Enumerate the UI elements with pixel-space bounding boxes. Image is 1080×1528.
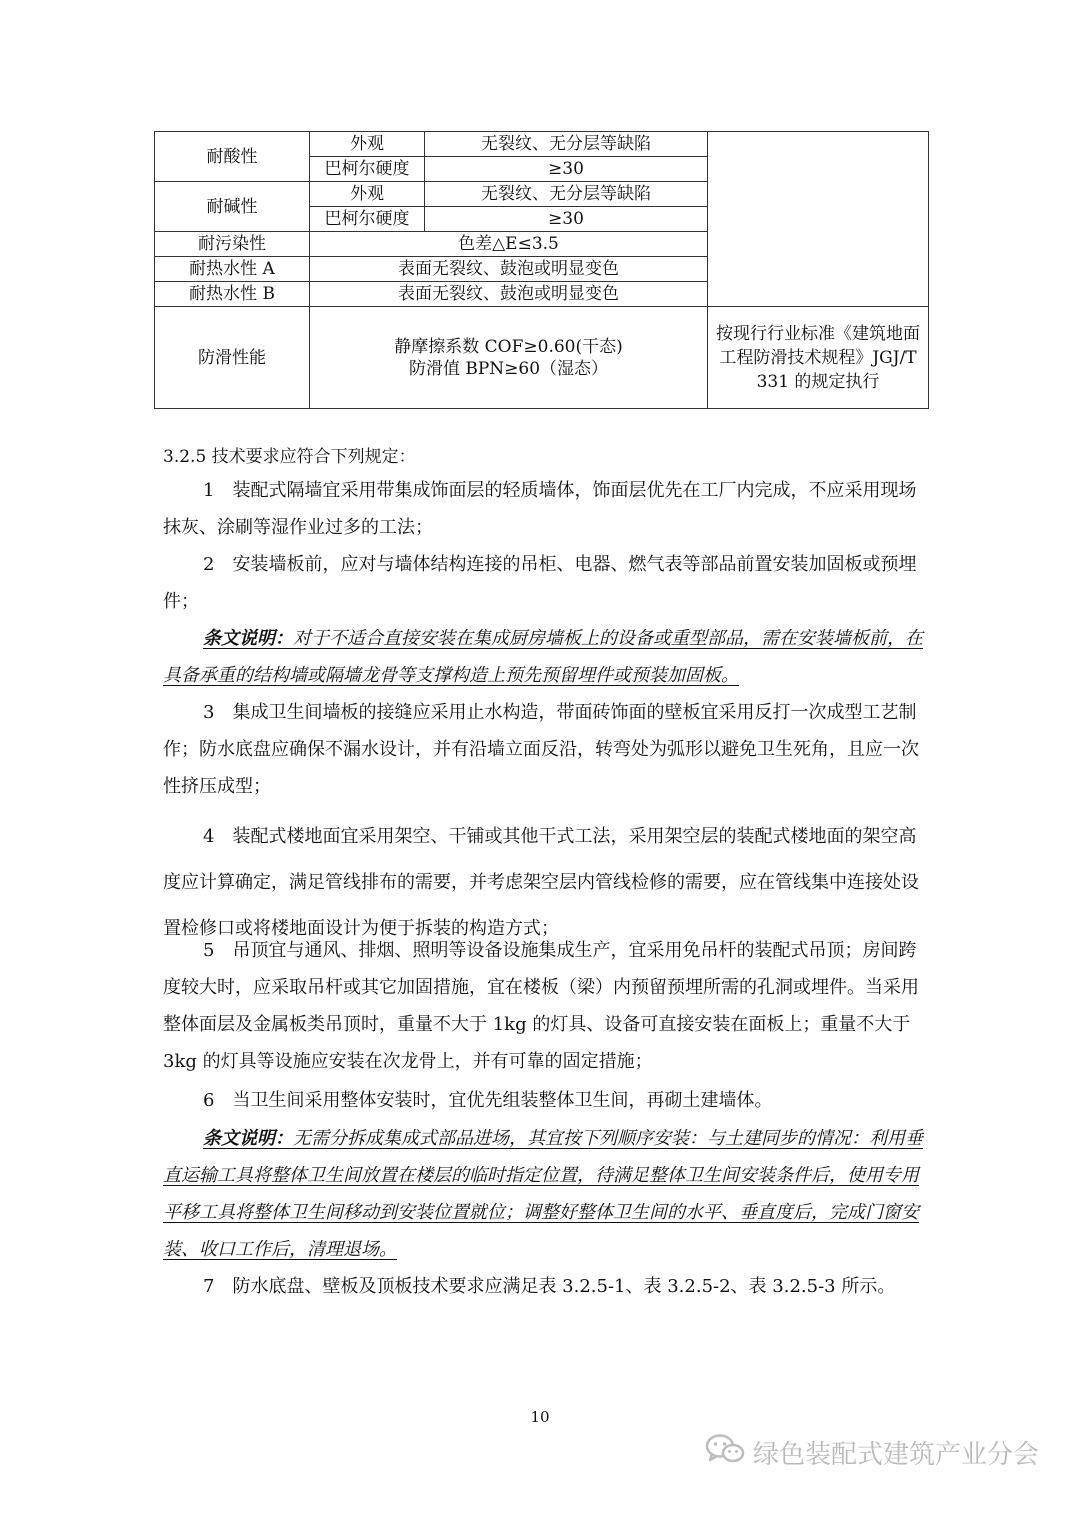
table-cell: 耐热水性 A (155, 257, 310, 282)
cell-line: 静摩擦系数 COF≥0.60(干态) (394, 336, 623, 357)
table-cell: 色差△E≤3.5 (310, 232, 708, 257)
table-cell: 耐热水性 B (155, 282, 310, 307)
table-cell: 表面无裂纹、鼓泡或明显变色 (310, 282, 708, 307)
table-cell: 防滑性能 (155, 307, 310, 409)
watermark-text: 绿色装配式建筑产业分会 (753, 1439, 1040, 1470)
wechat-icon (705, 1433, 745, 1472)
clause-item-1: 1 装配式隔墙宜采用带集成饰面层的轻质墙体，饰面层优先在工厂内完成，不应采用现场抹灰、涂刷等湿作业过多的工法； (163, 480, 917, 538)
table-cell: 外观 (310, 132, 425, 157)
table-row (155, 307, 929, 409)
clause-item-2: 2 安装墙板前，应对与墙体结构连接的吊柜、电器、燃气表等部品前置安装加固板或预埋件； (163, 554, 917, 612)
table-cell: 耐污染性 (155, 232, 310, 257)
table-cell: 外观 (310, 182, 425, 207)
clause-item-5: 5 吊顶宜与通风、排烟、照明等设备设施集成生产，宜采用免吊杆的装配式吊顶；房间跨度较大时，应采取吊杆或其它加固措施，宜在楼板（梁）内预留预埋所需的孔洞或埋件。当采用整体面层及金属板类吊顶时，重量不大于 1kg 的灯具、设备可直接安装在面板上；重量不大于 3kg 的灯具等设施应安装在次龙骨上，并有可靠的固定措施； (163, 940, 919, 1072)
table-cell: 巴柯尔硬度 (310, 207, 425, 232)
section-heading: 3.2.5 技术要求应符合下列规定： (163, 447, 416, 467)
explanation-text: 无需分拆成集成式部品进场，其宜按下列顺序安装：与土建同步的情况：利用垂直运输工具将整体卫生间放置在楼层的临时指定位置，待满足整体卫生间安装条件后，使用专用平移工具将整体卫生间移动到安装位置就位；调整好整体卫生间的水平、垂直度后，完成门窗安装、收口工作后，清理退场。 (163, 1128, 923, 1260)
spec-table (154, 131, 929, 409)
cell-line: 防滑值 BPN≥60（湿态） (408, 358, 609, 379)
table-cell: 耐碱性 (155, 182, 310, 232)
explanation-label: 条文说明： (203, 628, 293, 649)
page-number: 10 (530, 1408, 550, 1426)
table-cell: ≥30 (425, 207, 708, 232)
table-row (155, 132, 929, 157)
clause-item-7: 7 防水底盘、壁板及顶板技术要求应满足表 3.2.5-1、表 3.2.5-2、表 3.2.5-3 所示。 (203, 1276, 896, 1297)
table-cell (708, 132, 929, 307)
clause-item-6: 6 当卫生间采用整体安装时，宜优先组装整体卫生间，再砌土建墙体。 (203, 1090, 773, 1111)
clause-item-4: 4 装配式楼地面宜采用架空、干铺或其他干式工法，采用架空层的装配式楼地面的架空高度应计算确定，满足管线排布的需要，并考虑架空层内管线检修的需要，应在管线集中连接处设置检修口或将楼地面设计为便于拆装的构造方式； (163, 826, 919, 939)
table-cell: 无裂纹、无分层等缺陷 (425, 182, 708, 207)
explanation-label: 条文说明： (203, 1128, 293, 1149)
table-cell: 无裂纹、无分层等缺陷 (425, 132, 708, 157)
explanation-text: 对于不适合直接安装在集成厨房墙板上的设备或重型部品，需在安装墙板前，在具备承重的结构墙或隔墙龙骨等支撑构造上预先预留埋件或预装加固板。 (163, 628, 923, 686)
table-cell: 巴柯尔硬度 (310, 157, 425, 182)
clause-explanation-1 (163, 620, 923, 694)
clause-explanation-2 (163, 1120, 923, 1268)
clause-item-3: 3 集成卫生间墙板的接缝应采用止水构造，带面砖饰面的壁板宜采用反打一次成型工艺制作；防水底盘应确保不漏水设计，并有沿墙立面反沿，转弯处为弧形以避免卫生死角，且应一次性挤压成型； (163, 702, 919, 797)
table-cell: ≥30 (425, 157, 708, 182)
table-cell: 耐酸性 (155, 132, 310, 182)
table-cell: 表面无裂纹、鼓泡或明显变色 (310, 257, 708, 282)
table-note-cell: 按现行行业标准《建筑地面工程防滑技术规程》JGJ/T 331 的规定执行 (708, 307, 929, 409)
watermark (705, 1432, 1039, 1472)
table-cell (310, 307, 708, 409)
